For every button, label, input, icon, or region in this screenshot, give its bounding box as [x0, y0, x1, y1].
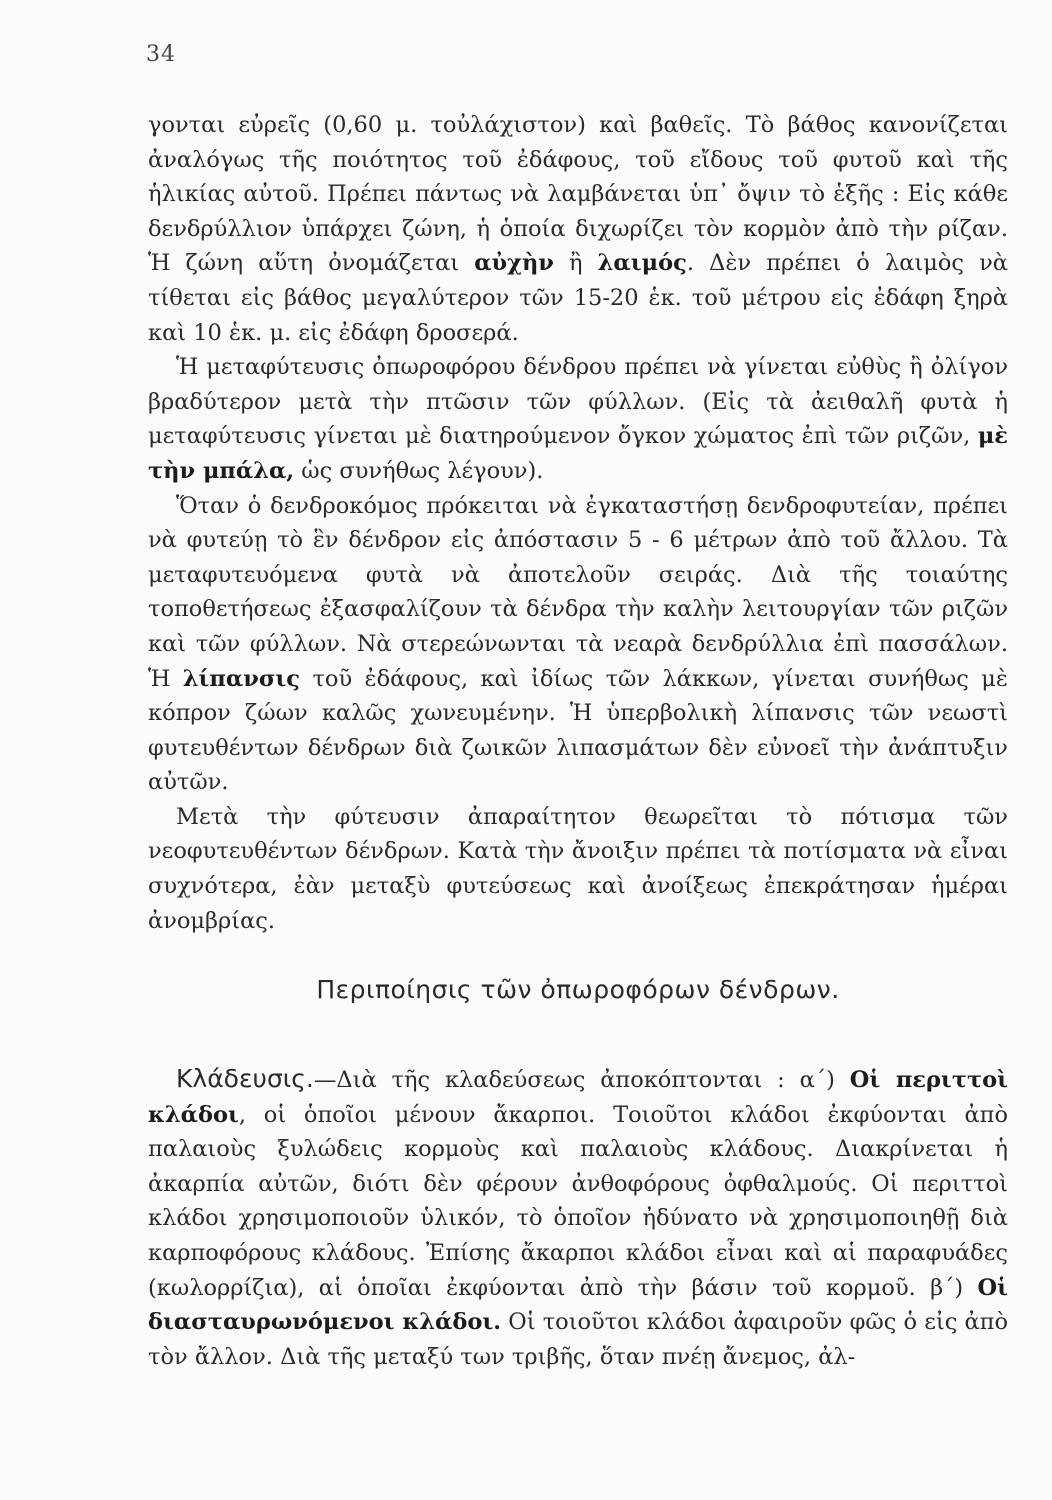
- bold-term-perittoi: Οἱ περιττοὶ κλάδοι: [148, 1067, 1008, 1128]
- text-run: Οἱ τοιοῦτοι κλάδοι ἀφαιροῦν φῶς ὁ εἰς ἀπὸ τὸν ἄλλον. Διὰ τῆς μεταξύ των τριβῆς, ὅταν πνέῃ ἄνεμος, ἀλ-: [148, 1309, 1008, 1370]
- body-text: [148, 108, 1008, 938]
- run-in-heading: Κλάδευσις.: [176, 1064, 314, 1093]
- paragraph-2: [148, 350, 1008, 488]
- bold-term-balla: μὲ τὴν μπάλα,: [148, 423, 1008, 484]
- text-run: τοῦ ἐδάφους, καὶ ἰδίως τῶν λάκκων, γίνεται συνήθως μὲ κόπρον ζώων καλῶς χωνευμένην. Ἡ ὑπερβολικὴ λίπανσις τῶν νεωστὶ φυτευθέντων δένδρων διὰ ζωικῶν λιπασμάτων δὲν εὐνοεῖ τὴν ἀνάπτυξιν αὐτῶν.: [148, 665, 1008, 796]
- bold-term-lipansis: λίπανσις: [182, 665, 301, 692]
- paragraph-1: [148, 108, 1008, 350]
- section-heading: Περιποίησις τῶν ὀπωροφόρων δένδρων.: [316, 975, 840, 1004]
- text-run: Ὅταν ὁ δενδροκόμος πρόκειται νὰ ἐγκαταστήσῃ δενδροφυτείαν, πρέπει νὰ φυτεύῃ τὸ ἓν δένδρον εἰς ἀπόστασιν 5 - 6 μέτρων ἀπὸ τοῦ ἄλλου. Τὰ μεταφυτευόμενα φυτὰ νὰ ἀποτελοῦν σειράς. Διὰ τῆς τοιαύτης τοποθετήσεως ἐξασφαλίζουν τὰ δένδρα τὴν καλὴν λειτουργίαν τῶν ριζῶν καὶ τῶν φύλλων. Νὰ στερεώνωνται τὰ νεαρὰ δενδρύλλια ἐπὶ πασσάλων. Ἡ: [148, 492, 1008, 692]
- text-run: Ἡ μεταφύτευσις ὀπωροφόρου δένδρου πρέπει νὰ γίνεται εὐθὺς ἢ ὀλίγον βραδύτερον μετὰ τὴν πτῶσιν τῶν φύλλων. (Εἰς τὰ ἀειθαλῆ φυτὰ ἡ μεταφύτευσις γίνεται μὲ διατηρούμενον ὄγκον χώματος ἐπὶ τῶν ριζῶν,: [148, 354, 1008, 450]
- bold-term-diastavronomenoi: Οἱ διασταυρωνόμενοι κλάδοι.: [148, 1274, 1008, 1336]
- text-run: ὡς συνήθως λέγουν).: [294, 457, 544, 484]
- page-number: 34: [146, 42, 176, 67]
- text-run: ἢ: [553, 250, 598, 277]
- text-run: , οἱ ὁποῖοι μένουν ἄκαρποι. Τοιοῦτοι κλάδοι ἐκφύονται ἀπὸ παλαιοὺς ξυλώδεις κορμοὺς καὶ παλαιοὺς κλάδους. Διακρίνεται ἡ ἀκαρπία αὐτῶν, διότι δὲν φέρουν ἀνθοφόρους ὀφθαλμούς. Οἱ περιττοὶ κλάδοι χρησιμοποιοῦν ὑλικόν, τὸ ὁποῖον ἠδύνατο νὰ χρησιμοποιηθῇ διὰ καρποφόρους κλάδους. Ἐπίσης ἄκαρποι κλάδοι εἶναι καὶ αἱ παραφυάδες (κωλορρίζια), αἱ ὁποῖαι ἐκφύονται ἀπὸ τὴν βάσιν τοῦ κορμοῦ. β´): [148, 1101, 1008, 1301]
- text-run: . Δὲν πρέπει ὁ λαιμὸς νὰ τίθεται εἰς βάθος μεγαλύτερον τῶν 15-20 ἑκ. τοῦ μέτρου εἰς ἐδάφη ξηρὰ καὶ 10 ἑκ. μ. εἰς ἐδάφη δροσερά.: [148, 250, 1008, 346]
- paragraph-pruning: [148, 1062, 1008, 1374]
- paragraph-4: [148, 800, 1008, 938]
- paragraph-3: [148, 489, 1008, 800]
- text-run: Μετὰ τὴν φύτευσιν ἀπαραίτητον θεωρεῖται τὸ πότισμα τῶν νεοφυτευθέντων δένδρων. Κατὰ τὴν ἄνοιξιν πρέπει τὰ ποτίσματα νὰ εἶναι συχνότερα, ἐὰν μεταξὺ φυτεύσεως καὶ ἀνοίξεως ἐπεκράτησαν ἡμέραι ἀνομβρίας.: [148, 803, 1008, 934]
- text-run: —Διὰ τῆς κλαδεύσεως ἀποκόπτονται : α´): [313, 1067, 850, 1093]
- text-run: γονται εὐρεῖς (0,60 μ. τοὐλάχιστον) καὶ βαθεῖς. Τὸ βάθος κανονίζεται ἀναλόγως τῆς ποιότητος τοῦ ἐδάφους, τοῦ εἴδους τοῦ φυτοῦ καὶ τῆς ἡλικίας αὐτοῦ. Πρέπει πάντως νὰ λαμβάνεται ὑπ᾽ ὄψιν τὸ ἑξῆς : Εἰς κάθε δενδρύλλιον ὑπάρχει ζώνη, ἡ ὁποία διχωρίζει τὸν κορμὸν ἀπὸ τὴν ρίζαν. Ἡ ζώνη αὕτη ὀνομάζεται: [148, 112, 1008, 277]
- section-pruning: [148, 1062, 1008, 1374]
- bold-term-laimos: λαιμός: [597, 250, 687, 277]
- bold-term-auchin: αὐχὴν: [474, 250, 554, 277]
